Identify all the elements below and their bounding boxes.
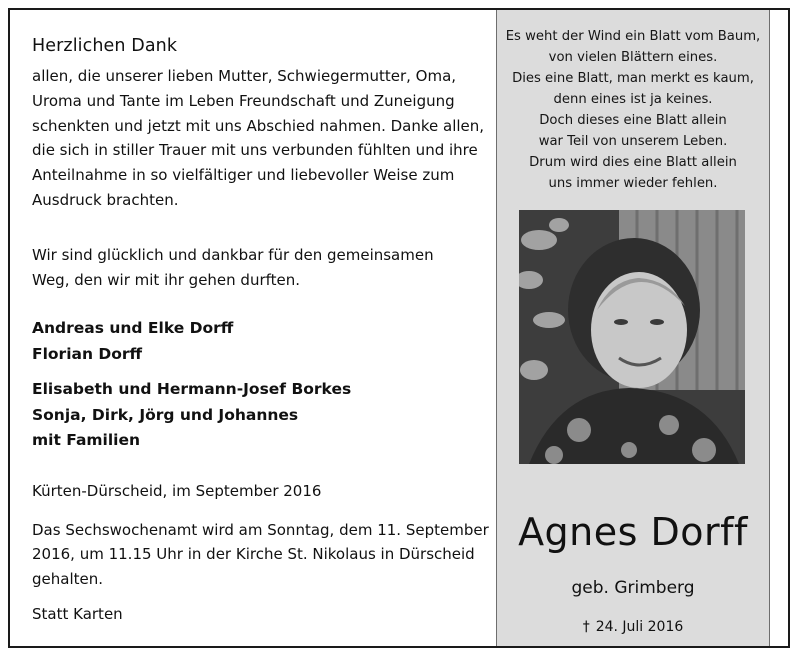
poem-line: Es weht der Wind ein Blatt vom Baum,: [505, 29, 761, 44]
family-name: Florian Dorff: [32, 344, 143, 363]
text-line: Anteilnahme in so vielfältiger und liebevoller Weise zum: [32, 166, 455, 185]
text-line: Wir sind glücklich und dankbar für den gemeinsamen: [32, 245, 434, 264]
poem-line: Dies eine Blatt, man merkt es kaum,: [512, 71, 754, 86]
family-names-group-2: [32, 377, 490, 454]
poem: [497, 26, 769, 194]
text-line: Weg, den wir mit ihr gehen durften.: [32, 270, 301, 289]
poem-line: Drum wird dies eine Blatt allein: [529, 155, 737, 170]
place-date: Kürten-Dürscheid, im September 2016: [32, 481, 322, 500]
family-name: Andreas und Elke Dorff: [32, 319, 234, 338]
mass-notice: [32, 518, 490, 592]
death-date: 24. Juli 2016: [595, 619, 684, 635]
text-line: die sich in stiller Trauer mit uns verbunden fühlten und ihre: [32, 141, 478, 160]
text-line: 2016, um 11.15 Uhr in der Kirche St. Nikolaus in Dürscheid: [32, 545, 475, 564]
thanks-heading: Herzlichen Dank: [32, 36, 178, 56]
death-date-line: [497, 619, 769, 635]
obituary-card: [8, 8, 790, 648]
birth-name: geb. Grimberg: [571, 578, 695, 598]
poem-line: Doch dieses eine Blatt allein: [539, 113, 727, 128]
family-names-group-1: [32, 316, 490, 367]
statt-karten: Statt Karten: [32, 605, 123, 624]
poem-line: uns immer wieder fehlen.: [548, 176, 718, 191]
poem-line: von vielen Blättern eines.: [548, 50, 718, 65]
thanks-column: [30, 24, 490, 623]
cross-icon: †: [582, 619, 590, 635]
grateful-paragraph: [32, 243, 490, 293]
poem-line: denn eines ist ja keines.: [553, 92, 713, 107]
poem-line: war Teil von unserem Leben.: [538, 134, 728, 149]
text-line: Ausdruck brachten.: [32, 190, 179, 209]
thanks-paragraph: [32, 64, 490, 213]
portrait-illustration: [519, 210, 745, 464]
family-name: mit Familien: [32, 431, 141, 450]
family-name: Sonja, Dirk, Jörg und Johannes: [32, 405, 299, 424]
text-line: schenkten und jetzt mit uns Abschied nahmen. Danke allen,: [32, 116, 485, 135]
deceased-name: Agnes Dorff: [518, 510, 748, 554]
text-line: Uroma und Tante im Leben Freundschaft und Zuneigung: [32, 91, 455, 110]
portrait-photo: [519, 210, 745, 464]
text-line: gehalten.: [32, 569, 104, 588]
family-name: Elisabeth und Hermann-Josef Borkes: [32, 380, 352, 399]
memorial-panel: [496, 10, 770, 646]
text-line: allen, die unserer lieben Mutter, Schwiegermutter, Oma,: [32, 67, 457, 85]
text-line: Das Sechswochenamt wird am Sonntag, dem 11. September: [32, 520, 489, 539]
